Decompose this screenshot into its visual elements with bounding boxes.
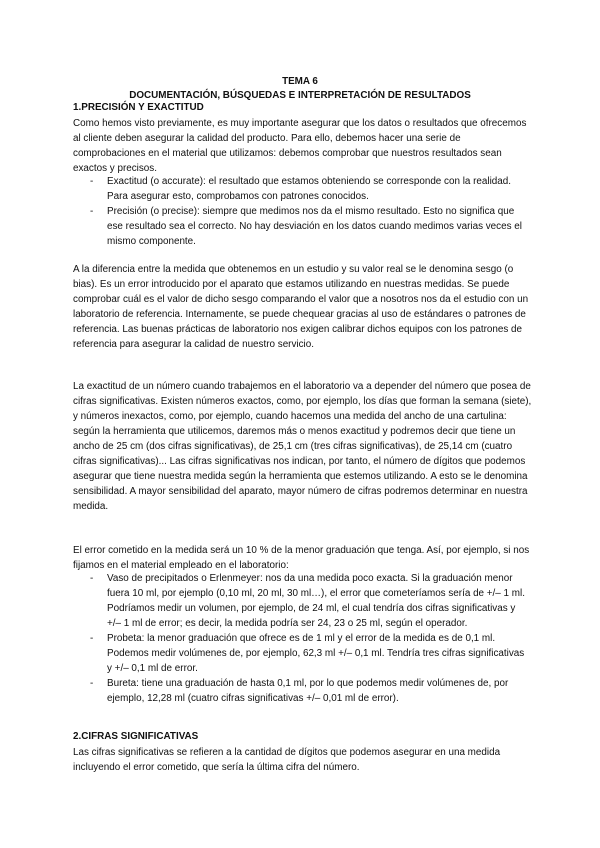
- list-item: - Exactitud (o accurate): el resultado que estamos obteniendo se corresponde con la realidad. Para asegurar esto, comprobamos con patrones conocidos.: [90, 174, 530, 204]
- bias-paragraph: A la diferencia entre la medida que obtenemos en un estudio y su valor real se le denomina sesgo (o bias). Es un error introducido por el aparato que estamos utilizando en nuestras medidas. Se puede comprobar cuál es el valor de dicho sesgo comparando el valor que a nosotros nos da el estudio con un laboratorio de referencia. Internamente, se puede chequear gracias al uso de estándares o patrones de referencia. Las buenas prácticas de laboratorio nos exigen calibrar dichos equipos con los patrones de referencia para asegurar la calidad de nuestro servicio.: [73, 264, 529, 350]
- error-paragraph: El error cometido en la medida será un 10 % de la menor graduación que tenga. Así, por ejemplo, si nos fijamos en el material empleado en el laboratorio:: [73, 545, 530, 571]
- document-subtitle: DOCUMENTACIÓN, BÚSQUEDAS E INTERPRETACIÓN DE RESULTADOS: [129, 90, 471, 101]
- significant-figures-paragraph: La exactitud de un número cuando trabajemos en el laboratorio va a depender del número que posea de cifras significativas. Existen números exactos, como, por ejemplo, los días que forman la semana (siete), y números inexactos, como, por ejemplo, cuando hacemos una medida del ancho de una cartulina: según la herramienta que utilicemos, daremos más o menos exactitud y podremos decir que tiene un ancho de 25 cm (dos cifras significativas), de 25,1 cm (tres cifras significativas), de 25,14 cm (cuatro cifras significativas)... Las cifras significativas nos indican, por tanto, el número de dígitos que podemos asegurar que tiene nuestra medida según la herramienta que estemos utilizando. A esto se le denomina sensibilidad. A mayor sensibilidad del aparato, mayor número de cifras podremos determinar en nuestra medida.: [73, 381, 532, 512]
- intro-paragraph: Como hemos visto previamente, es muy importante asegurar que los datos o resultados que ofrecemos al cliente deben asegurar la calidad del producto. Para ello, debemos hacer una serie de comprobaciones en el material que utilizamos: debemos comprobar que nuestros resultados sean exactos y precisos.: [73, 118, 527, 174]
- tema-title: TEMA 6: [282, 76, 318, 87]
- section-heading-cifras: 2.CIFRAS SIGNIFICATIVAS: [73, 731, 199, 742]
- list-item: - Precisión (o precise): siempre que medimos nos da el mismo resultado. Esto no significa que ese resultado sea el correcto. No hay desviación en los datos cuando medimos varias veces el mismo componente.: [90, 204, 530, 249]
- accuracy-precision-list: [90, 174, 530, 249]
- list-item: - Probeta: la menor graduación que ofrece es de 1 ml y el error de la medida es de 0,1 ml. Podemos medir volúmenes de, por ejemplo, 62,3 ml +/– 0,1 ml. Tendría tres cifras significativas y +/– 0,1 ml de error.: [90, 631, 530, 676]
- list-item: - Bureta: tiene una graduación de hasta 0,1 ml, por lo que podemos medir volúmenes de, por ejemplo, 12,28 ml (cuatro cifras significativas +/– 0,01 ml de error).: [90, 676, 530, 706]
- cifras-paragraph: Las cifras significativas se refieren a la cantidad de dígitos que podemos asegurar en una medida incluyendo el error cometido, que sería la última cifra del número.: [73, 747, 501, 773]
- list-item: - Vaso de precipitados o Erlenmeyer: nos da una medida poco exacta. Si la graduación menor fuera 10 ml, por ejemplo (0,10 ml, 20 ml, 30 ml…), el error que cometeríamos sería de +/– 1 ml. Podríamos medir un volumen, por ejemplo, de 24 ml, el cual tendría dos cifras significativas y +/– 1 ml de error; es decir, la medida podría ser 24, 23 o 25 ml, según el operador.: [90, 571, 530, 631]
- section-heading-precision: 1.PRECISIÓN Y EXACTITUD: [73, 102, 204, 113]
- lab-material-list: [90, 571, 530, 706]
